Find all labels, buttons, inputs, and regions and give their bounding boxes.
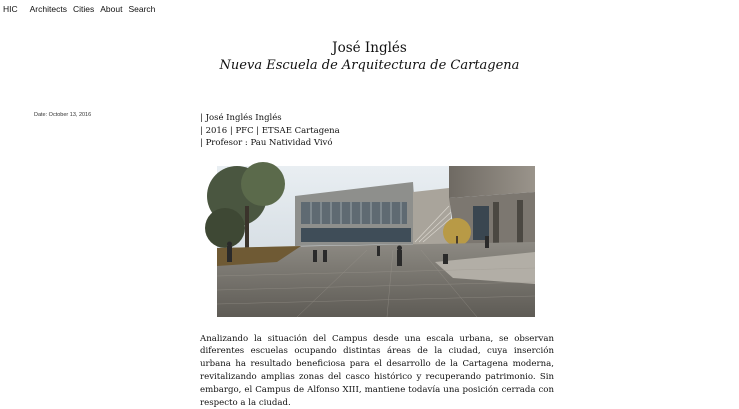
nav-architects-link[interactable]: Architects <box>29 4 67 14</box>
project-credits <box>200 112 340 150</box>
credit-line-professor: | Profesor : Pau Natividad Vivó <box>200 138 333 148</box>
nav-home-link[interactable]: HIC <box>3 4 18 14</box>
nav-search-link[interactable]: Search <box>128 4 156 14</box>
nav-about-link[interactable]: About <box>100 4 123 14</box>
project-rendering-image[interactable] <box>217 166 535 317</box>
project-title: Nueva Escuela de Arquitectura de Cartagena <box>219 58 520 73</box>
page-header <box>0 40 739 74</box>
project-description: Analizando la situación del Campus desde una escala urbana, se observan diferentes escuelas ocupando distintas áreas de la ciudad, cuya inserción urbana ha resultado beneficiosa para el desarrollo de la Cartagena moderna, revitalizando amplias zonas del casco histórico y recuperando patrimonio. Sin embargo, el Campus de Alfonso XIII, mantiene todavía una posición cerrada con respecto a la ciudad. <box>200 333 554 408</box>
nav-cities-link[interactable]: Cities <box>72 4 95 14</box>
author-name: José Inglés <box>332 40 407 56</box>
top-nav <box>3 4 161 14</box>
credit-line-program: | 2016 | PFC | ETSAE Cartagena <box>200 125 340 136</box>
post-date: Date: October 13, 2016 <box>34 112 92 118</box>
credit-line-author: | José Inglés Inglés <box>200 113 282 123</box>
rendering-illustration <box>217 166 535 317</box>
